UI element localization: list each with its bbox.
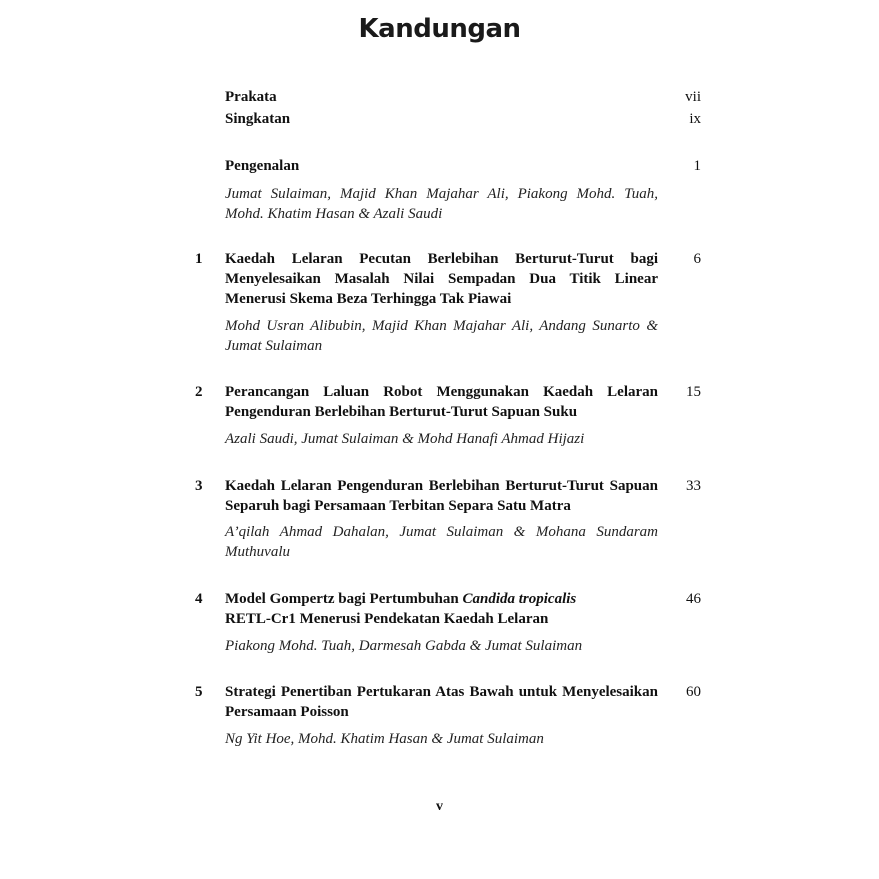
page-number-footer: v	[436, 799, 443, 814]
toc-entry-page: 1	[693, 158, 701, 174]
chapter-number: 2	[195, 384, 203, 400]
toc-entry-authors: Jumat Sulaiman, Majid Khan Majahar Ali, Piakong Mohd. Tuah, Mohd. Khatim Hasan & Azali Saudi	[225, 186, 658, 222]
toc-entry-label: Prakata	[225, 89, 277, 105]
chapter-authors: Azali Saudi, Jumat Sulaiman & Mohd Hanafi Ahmad Hijazi	[225, 431, 585, 447]
chapter-title: Strategi Penertiban Pertukaran Atas Bawah untuk Menyelesaikan Persamaan Poisson	[225, 684, 658, 720]
chapter-title	[225, 589, 658, 629]
chapter-number: 1	[195, 251, 203, 267]
chapter-page: 60	[686, 684, 701, 700]
chapter-title-part: Model Gompertz bagi Pertumbuhan	[225, 591, 463, 607]
toc-entry-page: vii	[685, 89, 701, 105]
chapter-authors: Mohd Usran Alibubin, Majid Khan Majahar Ali, Andang Sunarto & Jumat Sulaiman	[225, 318, 658, 354]
chapter-page: 6	[693, 251, 701, 267]
chapter-number: 3	[195, 478, 203, 494]
chapter-authors: Piakong Mohd. Tuah, Darmesah Gabda & Jumat Sulaiman	[225, 638, 583, 654]
toc-entry-label: Singkatan	[225, 111, 291, 127]
chapter-title-part: RETL-Cr1 Menerusi Pendekatan Kaedah Lelaran	[225, 611, 549, 627]
chapter-authors: Ng Yit Hoe, Mohd. Khatim Hasan & Jumat Sulaiman	[225, 731, 544, 747]
chapter-page: 33	[686, 478, 701, 494]
chapter-page: 15	[686, 384, 701, 400]
chapter-title-italic: Candida tropicalis	[462, 591, 577, 607]
chapter-title: Kaedah Lelaran Pengenduran Berlebihan Berturut-Turut Sapuan Separuh bagi Persamaan Terbitan Separa Satu Matra	[225, 478, 658, 514]
toc-entry-label: Pengenalan	[225, 158, 300, 174]
chapter-title: Kaedah Lelaran Pecutan Berlebihan Berturut-Turut bagi Menyelesaikan Masalah Nilai Sempadan Dua Titik Linear Menerusi Skema Beza Terhingga Tak Piawai	[225, 251, 658, 307]
page-title: Kandungan	[358, 14, 521, 44]
chapter-page: 46	[686, 591, 701, 607]
chapter-number: 5	[195, 684, 203, 700]
chapter-authors: A’qilah Ahmad Dahalan, Jumat Sulaiman & Mohana Sundaram Muthuvalu	[225, 524, 658, 560]
chapter-title: Perancangan Laluan Robot Menggunakan Kaedah Lelaran Pengenduran Berlebihan Berturut-Turut Sapuan Suku	[225, 384, 658, 420]
toc-entry-page: ix	[689, 111, 701, 127]
chapter-number: 4	[195, 591, 203, 607]
